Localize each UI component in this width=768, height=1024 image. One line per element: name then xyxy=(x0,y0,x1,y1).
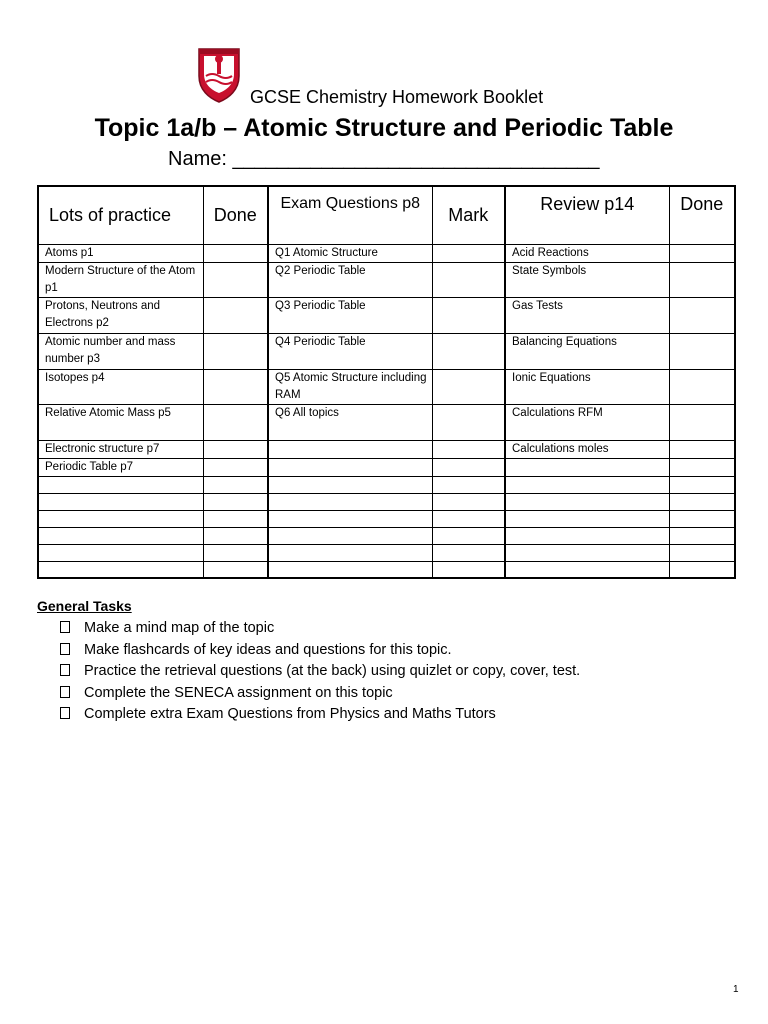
table-row xyxy=(38,262,735,297)
practice-cell xyxy=(38,510,203,527)
practice-cell xyxy=(38,476,203,493)
mark-cell[interactable] xyxy=(432,493,505,510)
mark-cell[interactable] xyxy=(432,369,505,404)
task-text: Make flashcards of key ideas and questions for this topic. xyxy=(84,641,452,658)
practice-cell: Atomic number and mass number p3 xyxy=(38,333,203,369)
checkbox-icon[interactable] xyxy=(60,686,70,698)
checkbox-icon[interactable] xyxy=(60,621,70,633)
exam-cell: Q5 Atomic Structure including RAM xyxy=(268,369,432,404)
mark-cell[interactable] xyxy=(432,458,505,476)
done-checkbox-cell[interactable] xyxy=(203,404,268,440)
table-row xyxy=(38,544,735,561)
exam-cell xyxy=(268,476,432,493)
table-row xyxy=(38,440,735,458)
review-cell: Balancing Equations xyxy=(505,333,669,369)
task-text: Complete extra Exam Questions from Physics and Maths Tutors xyxy=(84,706,496,722)
done-checkbox-cell[interactable] xyxy=(203,544,268,561)
homework-task-table xyxy=(37,185,736,579)
done-checkbox-cell[interactable] xyxy=(669,493,735,510)
exam-cell: Q6 All topics xyxy=(268,404,432,440)
review-cell: State Symbols xyxy=(505,262,669,297)
mark-cell[interactable] xyxy=(432,244,505,262)
header-done-review: Done xyxy=(669,186,735,244)
table-row xyxy=(38,297,735,333)
done-checkbox-cell[interactable] xyxy=(203,561,268,578)
done-checkbox-cell[interactable] xyxy=(669,333,735,369)
exam-cell xyxy=(268,458,432,476)
practice-cell xyxy=(38,561,203,578)
table-row xyxy=(38,244,735,262)
review-cell xyxy=(505,476,669,493)
header-mark: Mark xyxy=(432,186,505,244)
done-checkbox-cell[interactable] xyxy=(669,476,735,493)
mark-cell[interactable] xyxy=(432,476,505,493)
school-crest-icon xyxy=(196,46,242,104)
exam-cell xyxy=(268,493,432,510)
done-checkbox-cell[interactable] xyxy=(669,440,735,458)
general-tasks-heading: General Tasks xyxy=(37,598,132,614)
checkbox-icon[interactable] xyxy=(60,643,70,655)
done-checkbox-cell[interactable] xyxy=(669,262,735,297)
task-text: Complete the SENECA assignment on this topic xyxy=(84,684,393,701)
review-cell xyxy=(505,527,669,544)
mark-cell[interactable] xyxy=(432,333,505,369)
done-checkbox-cell[interactable] xyxy=(203,493,268,510)
done-checkbox-cell[interactable] xyxy=(203,527,268,544)
done-checkbox-cell[interactable] xyxy=(669,458,735,476)
done-checkbox-cell[interactable] xyxy=(669,544,735,561)
task-text: Practice the retrieval questions (at the back) using quizlet or copy, cover, test. xyxy=(84,663,581,679)
header-lots-of-practice: Lots of practice xyxy=(38,186,203,244)
done-checkbox-cell[interactable] xyxy=(669,244,735,262)
exam-cell: Q4 Periodic Table xyxy=(268,333,432,369)
table-row xyxy=(38,404,735,440)
table-row xyxy=(38,493,735,510)
exam-cell: Q2 Periodic Table xyxy=(268,262,432,297)
list-item xyxy=(60,704,580,726)
review-cell: Ionic Equations xyxy=(505,369,669,404)
done-checkbox-cell[interactable] xyxy=(203,476,268,493)
checkbox-icon[interactable] xyxy=(60,707,70,719)
done-checkbox-cell[interactable] xyxy=(203,297,268,333)
practice-cell: Atoms p1 xyxy=(38,244,203,262)
mark-cell[interactable] xyxy=(432,440,505,458)
done-checkbox-cell[interactable] xyxy=(203,244,268,262)
done-checkbox-cell[interactable] xyxy=(669,297,735,333)
done-checkbox-cell[interactable] xyxy=(669,527,735,544)
table-row xyxy=(38,333,735,369)
practice-cell: Relative Atomic Mass p5 xyxy=(38,404,203,440)
practice-cell: Modern Structure of the Atom p1 xyxy=(38,262,203,297)
done-checkbox-cell[interactable] xyxy=(203,510,268,527)
mark-cell[interactable] xyxy=(432,544,505,561)
done-checkbox-cell[interactable] xyxy=(203,369,268,404)
done-checkbox-cell[interactable] xyxy=(203,458,268,476)
task-text: Make a mind map of the topic xyxy=(84,620,275,636)
list-item xyxy=(60,683,580,705)
review-cell: Calculations RFM xyxy=(505,404,669,440)
review-cell xyxy=(505,544,669,561)
done-checkbox-cell[interactable] xyxy=(669,510,735,527)
review-cell xyxy=(505,493,669,510)
done-checkbox-cell[interactable] xyxy=(669,404,735,440)
done-checkbox-cell[interactable] xyxy=(203,262,268,297)
done-checkbox-cell[interactable] xyxy=(669,561,735,578)
exam-cell xyxy=(268,510,432,527)
booklet-subtitle: GCSE Chemistry Homework Booklet xyxy=(250,87,544,107)
mark-cell[interactable] xyxy=(432,262,505,297)
page-title: Topic 1a/b – Atomic Structure and Periodic Table xyxy=(94,114,674,142)
done-checkbox-cell[interactable] xyxy=(669,369,735,404)
table-row xyxy=(38,369,735,404)
header-review: Review p14 xyxy=(505,186,669,244)
exam-cell xyxy=(268,544,432,561)
general-tasks-list xyxy=(60,618,580,726)
exam-cell xyxy=(268,561,432,578)
practice-cell xyxy=(38,493,203,510)
review-cell: Acid Reactions xyxy=(505,244,669,262)
review-cell xyxy=(505,458,669,476)
done-checkbox-cell[interactable] xyxy=(203,333,268,369)
exam-cell xyxy=(268,440,432,458)
practice-cell: Periodic Table p7 xyxy=(38,458,203,476)
header-exam-questions: Exam Questions p8 xyxy=(268,186,432,244)
table-row xyxy=(38,561,735,578)
done-checkbox-cell[interactable] xyxy=(203,440,268,458)
practice-cell xyxy=(38,544,203,561)
mark-cell[interactable] xyxy=(432,297,505,333)
review-cell: Calculations moles xyxy=(505,440,669,458)
mark-cell[interactable] xyxy=(432,527,505,544)
table-row xyxy=(38,527,735,544)
review-cell xyxy=(505,561,669,578)
table-header-row xyxy=(38,186,735,244)
exam-cell: Q3 Periodic Table xyxy=(268,297,432,333)
mark-cell[interactable] xyxy=(432,510,505,527)
review-cell: Gas Tests xyxy=(505,297,669,333)
list-item xyxy=(60,618,580,640)
exam-cell: Q1 Atomic Structure xyxy=(268,244,432,262)
mark-cell[interactable] xyxy=(432,404,505,440)
table-row xyxy=(38,458,735,476)
page-number: 1 xyxy=(733,984,739,995)
list-item xyxy=(60,661,580,683)
table-row xyxy=(38,476,735,493)
practice-cell: Isotopes p4 xyxy=(38,369,203,404)
mark-cell[interactable] xyxy=(432,561,505,578)
exam-cell xyxy=(268,527,432,544)
name-field: Name: _________________________________ xyxy=(168,148,600,170)
practice-cell: Electronic structure p7 xyxy=(38,440,203,458)
checkbox-icon[interactable] xyxy=(60,664,70,676)
practice-cell: Protons, Neutrons and Electrons p2 xyxy=(38,297,203,333)
table-row xyxy=(38,510,735,527)
list-item xyxy=(60,640,580,662)
header-done-practice: Done xyxy=(203,186,268,244)
review-cell xyxy=(505,510,669,527)
practice-cell xyxy=(38,527,203,544)
